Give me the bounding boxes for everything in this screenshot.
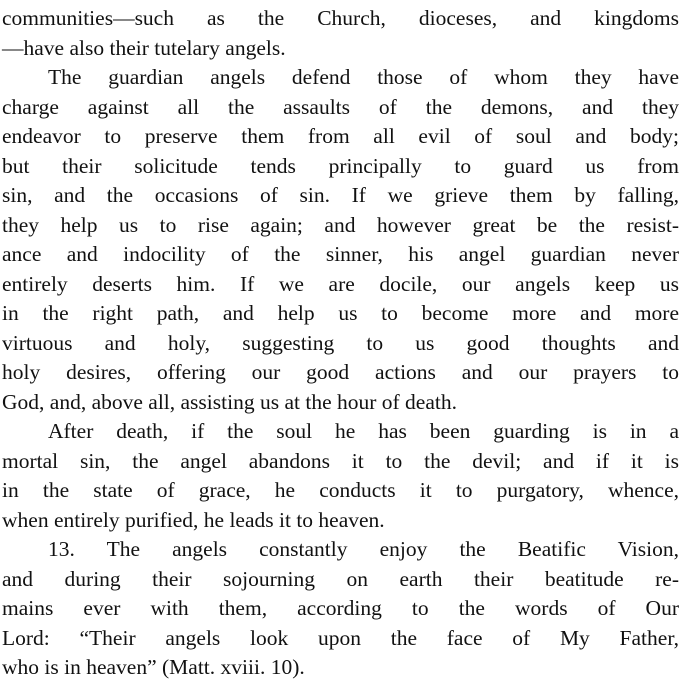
text-line: in the state of grace, he conducts it to purgatory, whence, (2, 478, 679, 502)
text-line: —have also their tutelary angels. (2, 35, 286, 60)
text-line: Lord: “Their angels look upon the face of My Father, (2, 625, 679, 650)
text-line: in the right path, and help us to become more and more (2, 301, 679, 325)
text-line: entirely deserts him. If we are docile, our angels keep us (2, 271, 679, 296)
paragraph-13-beatific-vision (2, 535, 681, 683)
paragraph-guardian-angels-defend (2, 63, 681, 417)
text-line: they help us to rise again; and however great be the resist- (2, 212, 679, 237)
text-line: charge against all the assaults of the demons, and they (2, 94, 679, 119)
paragraph-tutelary-angels (2, 4, 681, 63)
text-line: but their solicitude tends principally to guard us from (2, 153, 679, 178)
text-line: who is in heaven” (Matt. xviii. 10). (2, 655, 305, 679)
text-line: mains ever with them, according to the words of Our (2, 596, 679, 620)
text-line: mortal sin, the angel abandons it to the devil; and if it is (2, 448, 679, 473)
text-line: virtuous and holy, suggesting to us good thoughts and (2, 330, 679, 355)
text-line: holy desires, offering our good actions and our prayers to (2, 360, 679, 384)
text-line: communities—such as the Church, dioceses, and kingdoms (2, 6, 679, 30)
text-line: endeavor to preserve them from all evil of soul and body; (2, 124, 679, 148)
text-line: sin, and the occasions of sin. If we grieve them by falling, (2, 183, 679, 207)
text-line: ance and indocility of the sinner, his angel guardian never (2, 242, 679, 266)
text-line: After death, if the soul he has been guarding is in a (48, 419, 679, 443)
text-line: God, and, above all, assisting us at the hour of death. (2, 389, 457, 414)
paragraph-after-death (2, 417, 681, 535)
text-line: when entirely purified, he leads it to heaven. (2, 507, 385, 532)
text-line: and during their sojourning on earth their beatitude re- (2, 566, 679, 591)
text-line: The guardian angels defend those of whom they have (48, 65, 679, 89)
text-line: 13. The angels constantly enjoy the Beatific Vision, (48, 537, 679, 561)
